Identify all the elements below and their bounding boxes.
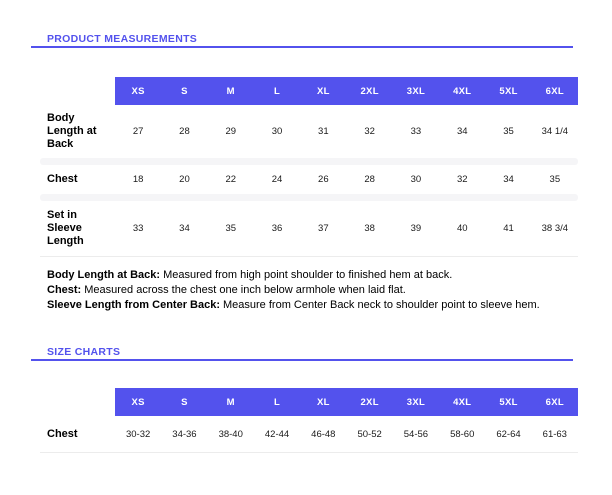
table-cell: 28 — [364, 174, 375, 185]
size-header-row — [40, 388, 578, 416]
table-cell: 54-56 — [403, 428, 429, 440]
row-label: Body Length at Back — [47, 112, 97, 150]
table-cell: 32 — [364, 126, 375, 137]
table-row-sleeve-length — [40, 201, 578, 256]
size-column-header: 2XL — [346, 388, 392, 416]
table-cell: 32 — [456, 174, 468, 185]
table-cell: 50-52 — [357, 428, 382, 440]
table-row-chest-range — [40, 416, 578, 452]
size-charts-title: SIZE CHARTS — [47, 346, 121, 358]
product-measurements-table — [40, 77, 578, 257]
table-cell: 34 — [179, 223, 190, 234]
size-column-header: L — [254, 77, 300, 105]
size-charts-table — [40, 388, 578, 453]
row-divider — [40, 158, 578, 165]
note-term: Sleeve Length from Center Back: — [47, 299, 220, 311]
size-column-header: XS — [115, 77, 161, 105]
row-label: Chest — [47, 427, 78, 440]
note-text: Measured across the chest one inch below armhole when laid flat. — [84, 284, 406, 296]
table-cell: 20 — [179, 174, 190, 185]
table-cell: 33 — [410, 126, 422, 137]
measurement-notes — [47, 268, 567, 313]
product-measurements-rule — [31, 46, 573, 48]
table-cell: 34 1/4 — [541, 126, 569, 137]
table-cell: 27 — [132, 126, 144, 137]
table-cell: 42-44 — [264, 428, 290, 440]
table-cell: 18 — [132, 174, 144, 185]
table-cell: 31 — [318, 126, 329, 137]
table-cell: 38 3/4 — [541, 223, 569, 234]
size-column-header: 2XL — [346, 77, 392, 105]
size-column-header: S — [161, 388, 207, 416]
table-cell: 41 — [503, 223, 514, 234]
table-cell: 28 — [179, 126, 190, 137]
size-column-header: 5XL — [485, 388, 531, 416]
size-column-header: S — [161, 77, 207, 105]
row-divider — [40, 194, 578, 201]
note-text: Measured from high point shoulder to finished hem at back. — [163, 269, 453, 281]
size-column-header: XS — [115, 388, 161, 416]
table-cell: 39 — [410, 223, 422, 234]
table-cell: 26 — [318, 174, 329, 185]
size-column-header: 3XL — [393, 388, 439, 416]
size-charts-rule — [31, 359, 573, 361]
size-column-header: 6XL — [532, 388, 578, 416]
note-body-length — [47, 268, 567, 283]
table-bottom-line — [40, 256, 578, 257]
table-cell: 38-40 — [218, 428, 243, 440]
table-cell: 36 — [271, 223, 283, 234]
table-cell: 30 — [410, 174, 422, 185]
size-header-row — [40, 77, 578, 105]
size-column-header: L — [254, 388, 300, 416]
table-cell: 35 — [503, 126, 514, 137]
note-term: Chest: — [47, 284, 82, 296]
row-label: Set in Sleeve Length — [47, 209, 84, 247]
table-cell: 29 — [225, 126, 237, 137]
table-cell: 62-64 — [496, 428, 521, 440]
table-cell: 30 — [271, 126, 283, 137]
table-cell: 58-60 — [450, 428, 475, 440]
table-cell: 35 — [225, 223, 237, 234]
note-sleeve-length — [47, 298, 567, 313]
table-cell: 61-63 — [542, 428, 567, 440]
size-column-header: XL — [300, 388, 346, 416]
table-cell: 34 — [503, 174, 514, 185]
table-row-chest — [40, 165, 578, 194]
table-row-body-length — [40, 105, 578, 158]
product-measurements-title: PRODUCT MEASUREMENTS — [47, 33, 198, 45]
table-cell: 24 — [271, 174, 283, 185]
note-text: Measure from Center Back neck to shoulder point to sleeve hem. — [223, 299, 540, 311]
size-column-header: 6XL — [532, 77, 578, 105]
size-column-header: M — [208, 388, 254, 416]
header-spacer — [40, 388, 115, 416]
row-label: Chest — [47, 173, 78, 185]
table-cell: 38 — [364, 223, 375, 234]
table-cell: 30-32 — [125, 428, 151, 440]
table-bottom-line — [40, 452, 578, 453]
size-column-header: 4XL — [439, 388, 485, 416]
size-column-header: 4XL — [439, 77, 485, 105]
table-cell: 33 — [132, 223, 144, 234]
table-cell: 35 — [549, 174, 561, 185]
note-chest — [47, 283, 567, 298]
note-term: Body Length at Back: — [47, 269, 161, 281]
size-column-header: 5XL — [485, 77, 531, 105]
table-cell: 40 — [456, 223, 468, 234]
size-column-header: 3XL — [393, 77, 439, 105]
table-cell: 22 — [225, 174, 237, 185]
table-cell: 46-48 — [311, 428, 336, 440]
table-cell: 34 — [456, 126, 468, 137]
size-column-header: M — [208, 77, 254, 105]
header-spacer — [40, 77, 115, 105]
size-column-header: XL — [300, 77, 346, 105]
table-cell: 34-36 — [172, 428, 197, 440]
table-cell: 37 — [318, 223, 329, 234]
